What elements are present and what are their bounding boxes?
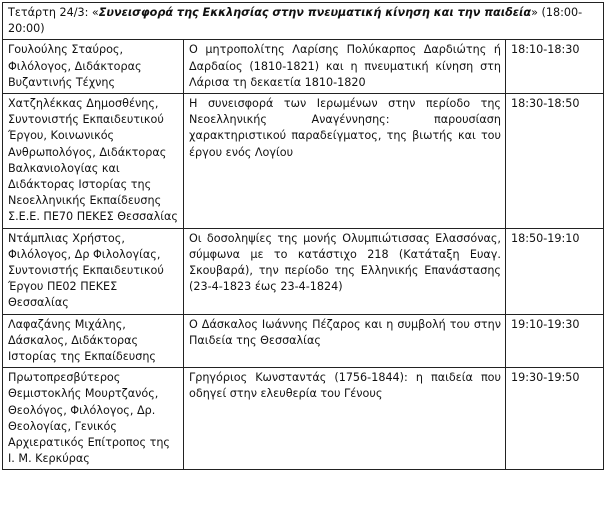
table-row <box>3 228 604 314</box>
table-row <box>3 40 604 94</box>
speaker-cell: Γουλούλης Σταύρος, Φιλόλογος, Διδάκτορας Βυζαντινής Τέχνης <box>3 40 184 94</box>
speaker-cell: Χατζηλέκκας Δημοσθένης, Συντονιστής Εκπαιδευτικού Έργου, Κοινωνικός Ανθρωπολόγος, Διδάκτορας Βαλκανιολογίας και Διδάκτορας Ιστορίας της Νεοελληνικής Εκπαίδευσης Σ.Ε.Ε. ΠΕ70 ΠΕΚΕΣ Θεσσαλίας <box>3 94 184 229</box>
session-header <box>3 3 604 40</box>
time-cell: 19:10-19:30 <box>506 314 604 368</box>
speaker-cell: Πρωτοπρεσβύτερος Θεμιστοκλής Μουρτζανός, Θεολόγος, Φιλόλογος, Δρ. Θεολογίας, Γενικός Αρχιερατικός Επίτροπος της Ι. Μ. Κερκύρας <box>3 368 184 470</box>
topic-cell: Ο μητροπολίτης Λαρίσης Πολύκαρπος Δαρδιώτης ή Δαρδαίος (1810-1821) και η πνευματική κίνηση στη Λάρισα τη δεκαετία 1810-1820 <box>184 40 506 94</box>
session-date: Τετάρτη 24/3: « <box>8 6 99 19</box>
time-cell: 19:30-19:50 <box>506 368 604 470</box>
speaker-cell: Λαφαζάνης Μιχάλης, Δάσκαλος, Διδάκτορας Ιστορίας της Εκπαίδευσης <box>3 314 184 368</box>
table-row <box>3 314 604 368</box>
session-time: » (18:00-20:00) <box>8 6 583 36</box>
program-table <box>2 2 604 470</box>
time-cell: 18:10-18:30 <box>506 40 604 94</box>
header-row <box>3 3 604 40</box>
topic-cell: Η συνεισφορά των Ιερωμένων στην περίοδο της Νεοελληνικής Αναγέννησης: παρουσίαση χαρακτηριστικού παραδείγματος, της βιωτής και του έργου ενός Λογίου <box>184 94 506 229</box>
session-title: Συνεισφορά της Εκκλησίας στην πνευματική κίνηση και την παιδεία <box>98 6 532 19</box>
topic-cell: Ο Δάσκαλος Ιωάννης Πέζαρος και η συμβολή του στην Παιδεία της Θεσσαλίας <box>184 314 506 368</box>
table-row <box>3 368 604 470</box>
topic-cell: Γρηγόριος Κωνσταντάς (1756-1844): η παιδεία που οδηγεί στην ελευθερία του Γένους <box>184 368 506 470</box>
table-row <box>3 94 604 229</box>
topic-cell: Οι δοσοληψίες της μονής Ολυμπιώτισσας Ελασσόνας, σύμφωνα με το κατάστιχο 218 (Κατάταξη Ευαγ. Σκουβαρά), την περίοδο της Ελληνικής Επανάστασης (23-4-1823 έως 23-4-1824) <box>184 228 506 314</box>
speaker-cell: Ντάμπλιας Χρήστος, Φιλόλογος, Δρ Φιλολογίας, Συντονιστής Εκπαιδευτικού Έργου ΠΕ02 ΠΕΚΕΣ Θεσσαλίας <box>3 228 184 314</box>
time-cell: 18:30-18:50 <box>506 94 604 229</box>
time-cell: 18:50-19:10 <box>506 228 604 314</box>
